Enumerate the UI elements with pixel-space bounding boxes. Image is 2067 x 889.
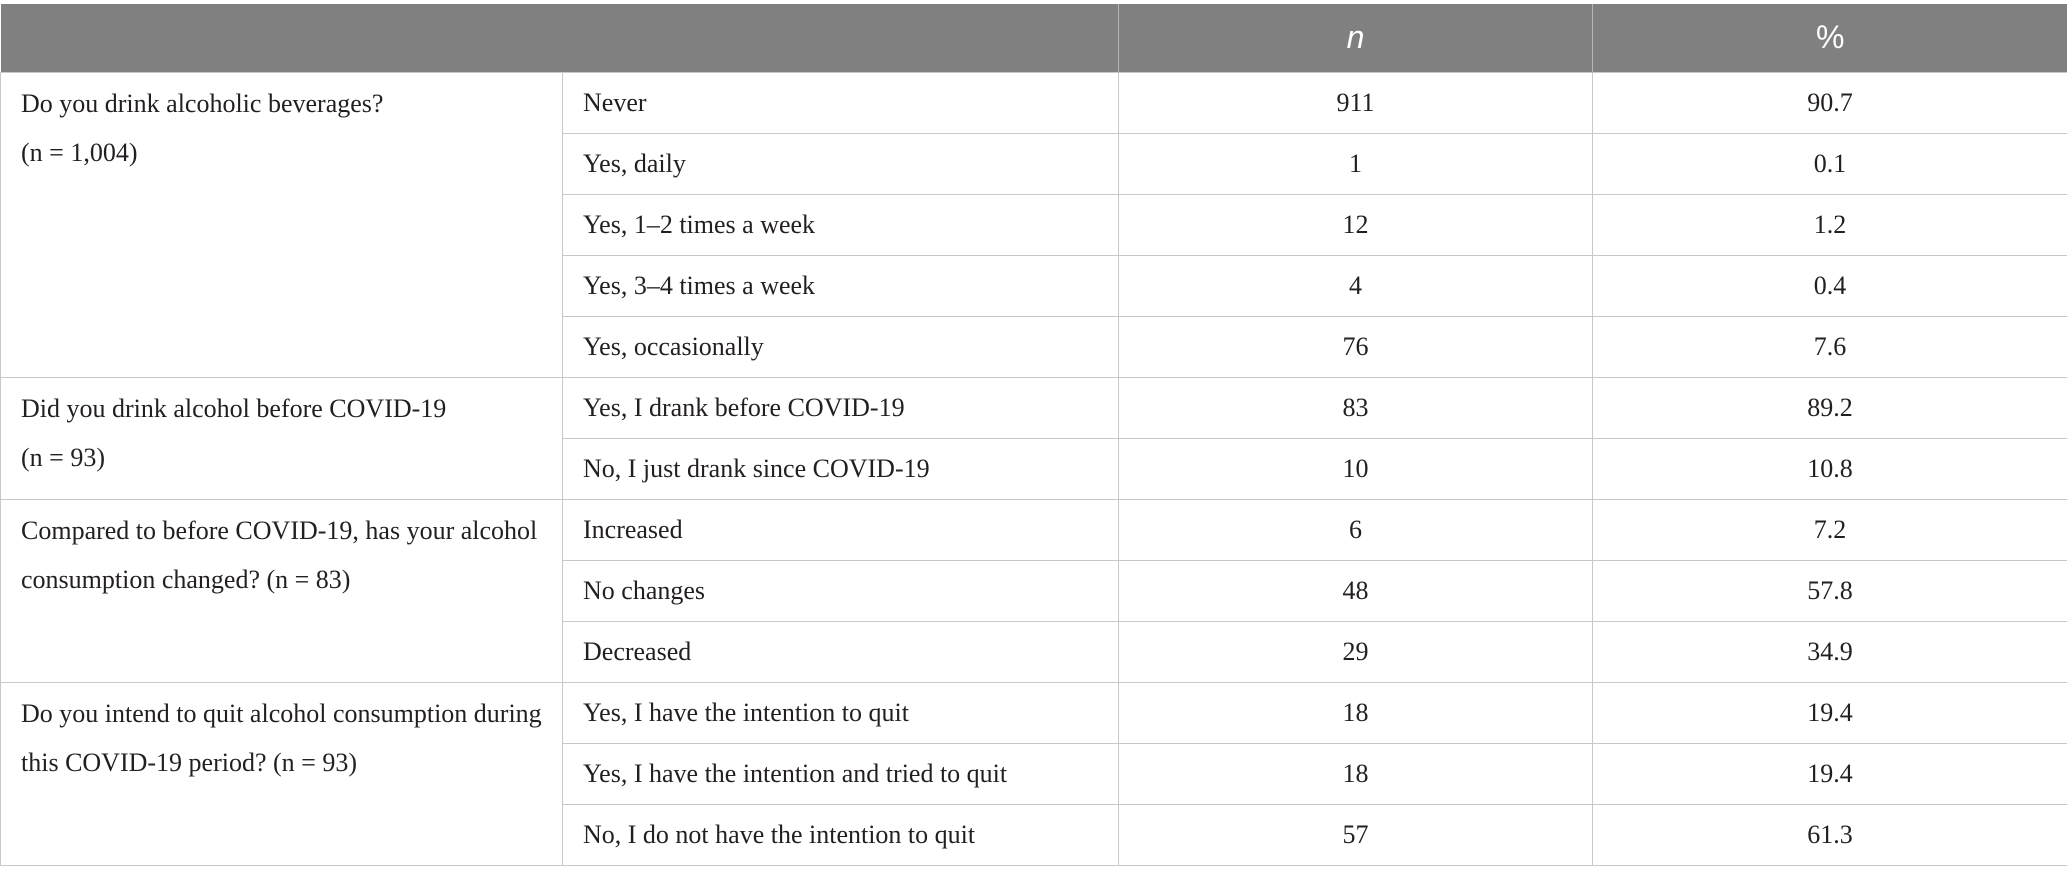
table-row bbox=[1, 682, 2067, 743]
header-question bbox=[1, 4, 563, 72]
answer-cell: Decreased bbox=[563, 621, 1119, 682]
answer-cell: Yes, occasionally bbox=[563, 316, 1119, 377]
percent-cell: 19.4 bbox=[1593, 743, 2067, 804]
answer-cell: Yes, I have the intention and tried to quit bbox=[563, 743, 1119, 804]
answer-cell: No, I do not have the intention to quit bbox=[563, 804, 1119, 865]
answer-cell: Yes, I have the intention to quit bbox=[563, 682, 1119, 743]
question-text: Do you drink alcoholic beverages? bbox=[21, 88, 384, 118]
question-sample-size: (n = 1,004) bbox=[21, 137, 138, 167]
question-sample-size: (n = 93) bbox=[21, 442, 105, 472]
header-n: n bbox=[1119, 4, 1593, 72]
answer-cell: No, I just drank since COVID-19 bbox=[563, 438, 1119, 499]
header-answer bbox=[563, 4, 1119, 72]
n-cell: 57 bbox=[1119, 804, 1593, 865]
n-cell: 6 bbox=[1119, 499, 1593, 560]
question-cell bbox=[1, 72, 563, 377]
question-text: Do you intend to quit alcohol consumption during this COVID-19 period? (n = 93) bbox=[21, 698, 542, 777]
table-header bbox=[1, 4, 2067, 72]
n-cell: 911 bbox=[1119, 72, 1593, 133]
answer-cell: Never bbox=[563, 72, 1119, 133]
n-cell: 83 bbox=[1119, 377, 1593, 438]
table-row bbox=[1, 72, 2067, 133]
percent-cell: 57.8 bbox=[1593, 560, 2067, 621]
answer-cell: Yes, I drank before COVID-19 bbox=[563, 377, 1119, 438]
alcohol-survey-table bbox=[0, 4, 2067, 866]
table-body bbox=[1, 72, 2067, 865]
table-row bbox=[1, 499, 2067, 560]
header-row bbox=[1, 4, 2067, 72]
n-cell: 12 bbox=[1119, 194, 1593, 255]
n-cell: 29 bbox=[1119, 621, 1593, 682]
percent-cell: 7.6 bbox=[1593, 316, 2067, 377]
percent-cell: 34.9 bbox=[1593, 621, 2067, 682]
n-cell: 18 bbox=[1119, 743, 1593, 804]
header-percent: % bbox=[1593, 4, 2067, 72]
n-cell: 1 bbox=[1119, 133, 1593, 194]
question-cell bbox=[1, 499, 563, 682]
n-cell: 48 bbox=[1119, 560, 1593, 621]
percent-cell: 10.8 bbox=[1593, 438, 2067, 499]
question-text: Compared to before COVID-19, has your alcohol consumption changed? (n = 83) bbox=[21, 515, 538, 594]
percent-cell: 90.7 bbox=[1593, 72, 2067, 133]
question-cell bbox=[1, 682, 563, 865]
percent-cell: 1.2 bbox=[1593, 194, 2067, 255]
percent-cell: 0.4 bbox=[1593, 255, 2067, 316]
n-cell: 18 bbox=[1119, 682, 1593, 743]
answer-cell: Yes, daily bbox=[563, 133, 1119, 194]
question-cell bbox=[1, 377, 563, 499]
answer-cell: No changes bbox=[563, 560, 1119, 621]
answer-cell: Increased bbox=[563, 499, 1119, 560]
percent-cell: 61.3 bbox=[1593, 804, 2067, 865]
answer-cell: Yes, 1–2 times a week bbox=[563, 194, 1119, 255]
table-row bbox=[1, 377, 2067, 438]
answer-cell: Yes, 3–4 times a week bbox=[563, 255, 1119, 316]
n-cell: 4 bbox=[1119, 255, 1593, 316]
n-cell: 76 bbox=[1119, 316, 1593, 377]
percent-cell: 0.1 bbox=[1593, 133, 2067, 194]
n-cell: 10 bbox=[1119, 438, 1593, 499]
percent-cell: 7.2 bbox=[1593, 499, 2067, 560]
percent-cell: 89.2 bbox=[1593, 377, 2067, 438]
percent-cell: 19.4 bbox=[1593, 682, 2067, 743]
question-text: Did you drink alcohol before COVID-19 bbox=[21, 393, 447, 423]
